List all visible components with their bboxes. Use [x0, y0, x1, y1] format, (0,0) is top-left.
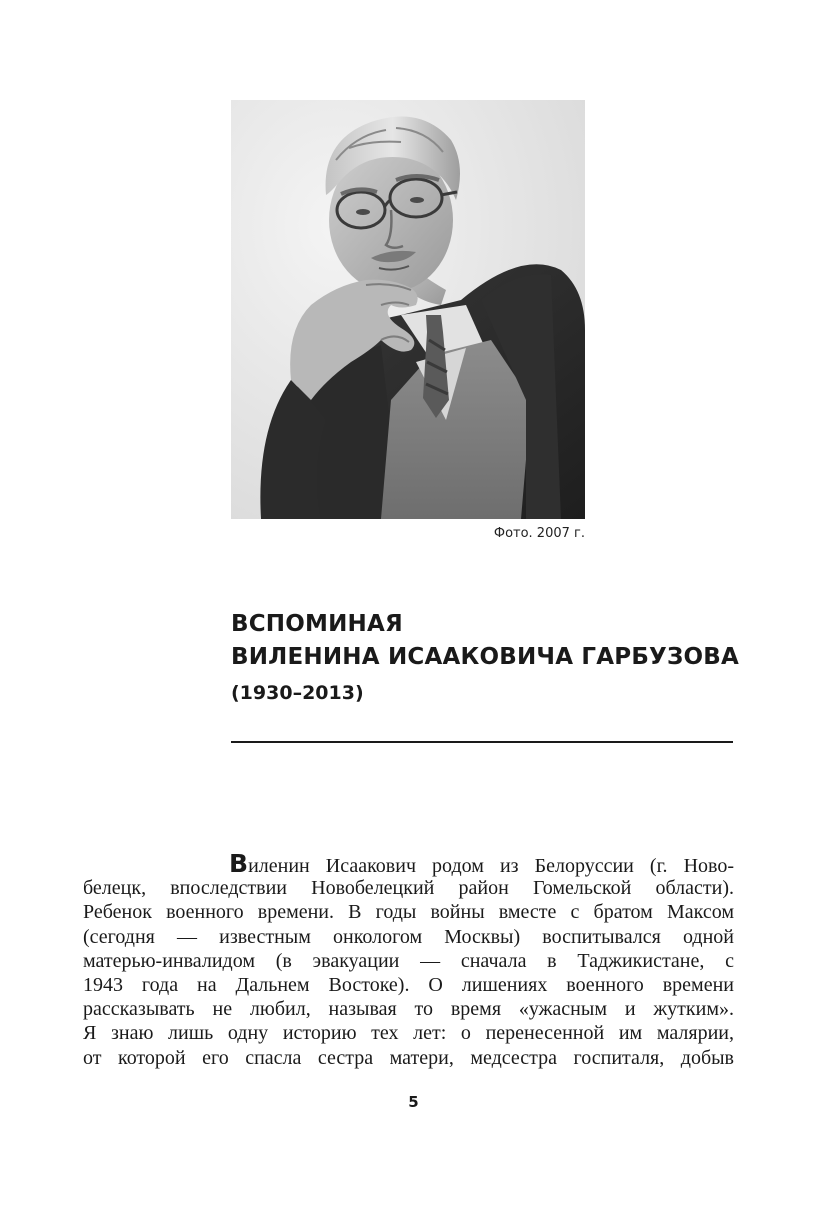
portrait-image	[231, 100, 585, 519]
body-line: белецк, впоследствии Новобелецкий район Гомельской области).	[83, 877, 734, 900]
title-line-1: ВСПОМИНАЯ	[231, 611, 403, 637]
photo-caption: Фото. 2007 г.	[493, 526, 585, 541]
title-divider	[231, 741, 733, 743]
life-years: (1930–2013)	[231, 682, 364, 704]
body-line: матерью-инвалидом (в эвакуации — сначала в Таджикистане, с	[83, 949, 734, 972]
body-line: 1943 года на Дальнем Востоке). О лишениях военного времени	[83, 973, 734, 996]
body-line: рассказывать не любил, называя то время «ужасным и жутким».	[83, 998, 734, 1021]
body-line: от которой его спасла сестра матери, медсестра госпиталя, добыв	[83, 1046, 734, 1069]
body-paragraph	[83, 849, 734, 1070]
body-line: Я знаю лишь одну историю тех лет: о перенесенной им малярии,	[83, 1022, 734, 1045]
body-line: (сегодня — известным онкологом Москвы) воспитывался одной	[83, 925, 734, 948]
body-line-text: иленин Исаакович родом из Белоруссии (г. Ново-	[248, 855, 734, 877]
article-title	[231, 608, 741, 674]
title-line-2: ВИЛЕНИНА ИСААКОВИЧА ГАРБУЗОВА	[231, 644, 740, 670]
page-number: 5	[408, 1093, 419, 1111]
body-line	[83, 849, 734, 878]
drop-cap: В	[229, 849, 249, 878]
portrait-photo	[231, 100, 585, 519]
body-line: Ребенок военного времени. В годы войны вместе с братом Максом	[83, 901, 734, 924]
